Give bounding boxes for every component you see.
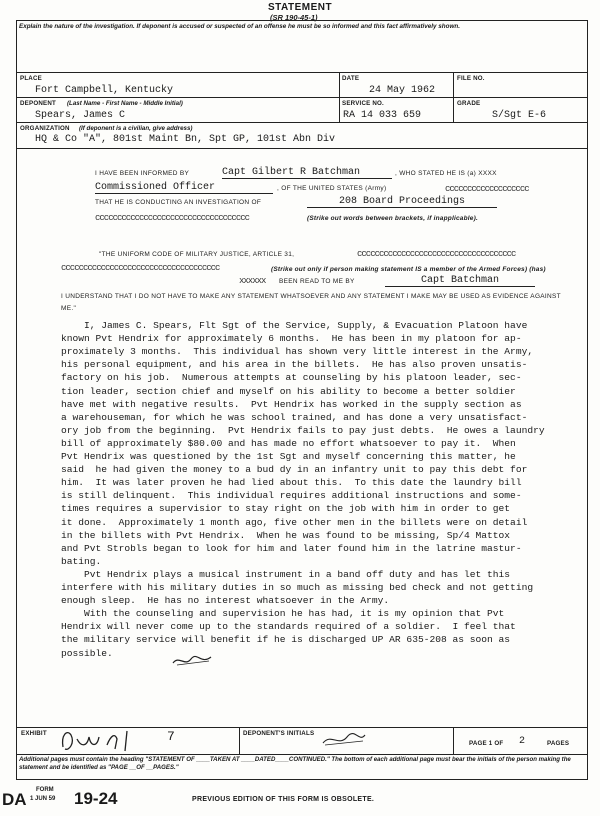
organization-label: ORGANIZATION — [20, 125, 70, 132]
investigation-label: THAT HE IS CONDUCTING AN INVESTIGATION OF — [95, 199, 262, 206]
file-no-label: FILE NO. — [457, 75, 485, 82]
place-value: Fort Campbell, Kentucky — [35, 85, 174, 96]
statement-line: said he had given the money to a bud dy in an infantry unit to pay this debt for — [61, 464, 528, 476]
informed-by-value: Capt Gilbert R Batchman — [222, 167, 392, 179]
initials-label: DEPONENT'S INITIALS — [243, 730, 315, 737]
position-value: Commissioned Officer — [95, 182, 273, 194]
service-no-value: RA 14 033 659 — [343, 110, 422, 121]
divider-line — [17, 148, 587, 149]
statement-line: and Pvt Strobls began to look for him and later found him in the latrine mastur- — [61, 542, 522, 554]
previous-edition-note: PREVIOUS EDITION OF THIS FORM IS OBSOLETE. — [192, 796, 375, 803]
struck-text: ccccccccccccccccccc — [445, 184, 529, 194]
informed-by-label: I HAVE BEEN INFORMED BY — [95, 170, 190, 177]
investigation-value: 208 Board Proceedings — [307, 196, 497, 208]
who-stated-label: , WHO STATED HE IS (a) XXXX — [395, 170, 497, 177]
service-no-label: SERVICE NO. — [342, 100, 384, 107]
struck-text: ccccccccccccccccccccccccccccccccccc — [95, 213, 250, 223]
statement-line: possible. — [61, 647, 113, 659]
signature-mark — [171, 653, 213, 669]
divider-line — [239, 727, 240, 754]
divider-line — [17, 122, 587, 123]
statement-line: is still delinquent. This individual requires additional instructions and some- — [61, 490, 522, 502]
read-by-value: Capt Batchman — [385, 275, 535, 287]
page-label: PAGE 1 OF — [469, 740, 504, 747]
statement-line: times requires a supervisior to stay right on the job with him in order to get — [61, 503, 511, 515]
statement-line: Pvt Hendrix was questioned by the 1st Sgt and myself concerning this matter, he — [61, 451, 516, 462]
divider-line — [453, 727, 454, 754]
statement-line: a warehouseman, for which he was school trained, and has done a very unsatisfact- — [61, 411, 528, 423]
strike-note: (Strike out words between brackets, if inapplicable). — [307, 215, 478, 222]
struck-text: xxxxxx — [239, 276, 266, 286]
statement-line: With the counseling and supervision he has had, it is my opinion that Pvt — [61, 608, 505, 620]
statement-line: in the billets with Pvt Hendrix. When he was found to be missing, Sp/4 Mattox — [61, 529, 511, 541]
statement-line: Hendrix will never come up to the standards required of a soldier. I feel that — [61, 621, 516, 633]
ucmj-note: (Strike out only if person making statement IS a member of the Armed Forces) (has) — [271, 266, 546, 273]
statement-line: factory on his job. Numerous attempts at counseling by his platoon leader, sec- — [61, 372, 522, 384]
organization-hint: (If deponent is a civilian, give address) — [79, 125, 193, 132]
form-number: 19-24 — [74, 789, 118, 808]
statement-line: I, James C. Spears, Flt Sgt of the Service, Supply, & Evacuation Platoon have — [61, 320, 528, 331]
date-value: 24 May 1962 — [369, 85, 436, 96]
statement-line: bill of approximately $80.00 and has made no effort whatsoever to pay it. When — [61, 437, 516, 449]
date-label: DATE — [342, 75, 360, 82]
divider-line — [17, 97, 587, 98]
exhibit-value: 7 — [167, 729, 175, 744]
pages-label: PAGES — [547, 740, 570, 747]
footer-note: Additional pages must contain the heading "STATEMENT OF ____TAKEN AT ____DATED____CONTINUED." The bottom of each additional page must bear the initials of the person making the statement and be identified as "PAGE __OF __PAGES." — [19, 756, 571, 771]
statement-line: his personal equipment, and his area in the billets. He has also proven unsatis- — [61, 359, 528, 371]
divider-line — [17, 72, 587, 73]
statement-line: tion leader, section chief and myself on his ability to become a better soldier — [61, 385, 516, 397]
read-to-me-label: BEEN READ TO ME BY — [279, 278, 355, 285]
statement-line: ory job from the beginning. Pvt Hendrix fails to pay just debts. He owes a laundry — [61, 424, 545, 436]
deponent-label: DEPONENT — [20, 100, 56, 107]
statement-line: interfere with his military duties in so much as missing bed check and not getting — [61, 582, 534, 593]
form-frame — [16, 20, 588, 780]
struck-text: cccccccccccccccccccccccccccccccccccc — [357, 249, 516, 259]
form-title: STATEMENT — [268, 2, 333, 13]
statement-line: have met with negative results. Pvt Hendrix has worked in the supply section as — [61, 398, 522, 410]
statement-line: enough sleep. He has no interest whatsoever in the Army. — [61, 595, 390, 607]
instruction-text: Explain the nature of the investigation. If deponent is accused or suspected of an offense he must be so informed and this fact affirmatively shown. — [19, 23, 460, 30]
divider-line — [453, 72, 454, 122]
form-sub2: 1 JUN 59 — [30, 796, 56, 802]
place-label: PLACE — [20, 75, 42, 82]
exhibit-handwriting — [57, 725, 177, 755]
united-states-label: , OF THE UNITED STATES (Army) — [277, 185, 387, 192]
statement-line: it done. Approximately 1 month ago, five other men in the billets were on detail — [61, 516, 528, 528]
deponent-value: Spears, James C — [35, 110, 126, 121]
exhibit-label: EXHIBIT — [21, 730, 47, 737]
grade-value: S/Sgt E-6 — [492, 110, 547, 121]
grade-label: GRADE — [457, 100, 481, 107]
struck-text: cccccccccccccccccccccccccccccccccccc — [61, 263, 220, 273]
statement-line: known Pvt Hendrix for approximately 6 months. He has been in my platoon for ap- — [61, 333, 522, 345]
divider-line — [339, 72, 340, 122]
understand-text: I UNDERSTAND THAT I DO NOT HAVE TO MAKE ANY STATEMENT WHATSOEVER AND ANY STATEMENT I MAKE MAY BE USED AS EVIDENCE AGAINST ME." — [61, 293, 561, 312]
organization-value: HQ & Co "A", 801st Maint Bn, Spt GP, 101st Abn Div — [35, 134, 336, 145]
ucmj-text: "THE UNIFORM CODE OF MILITARY JUSTICE, ARTICLE 31, — [99, 251, 295, 258]
statement-line: him. It was later proven he had lied about this. To this date the laundry bill — [61, 477, 522, 489]
page-total: 2 — [519, 736, 526, 747]
form-id: DA — [2, 790, 27, 809]
statement-line: the military service will benefit if he is discharged UP AR 635-208 as soon as — [61, 634, 511, 646]
statement-line: bating. — [61, 555, 102, 567]
form-regulation: (SR 190-45-1) — [270, 13, 318, 22]
initials-mark — [321, 729, 367, 749]
statement-line: proximately 3 months. This individual has shown very little interest in the Army, — [61, 346, 534, 358]
form-sub1: FORM — [36, 787, 54, 793]
statement-line: Pvt Hendrix plays a musical instrument in a band off duty and has let this — [61, 568, 511, 580]
deponent-hint: (Last Name - First Name - Middle Initial) — [67, 100, 183, 107]
